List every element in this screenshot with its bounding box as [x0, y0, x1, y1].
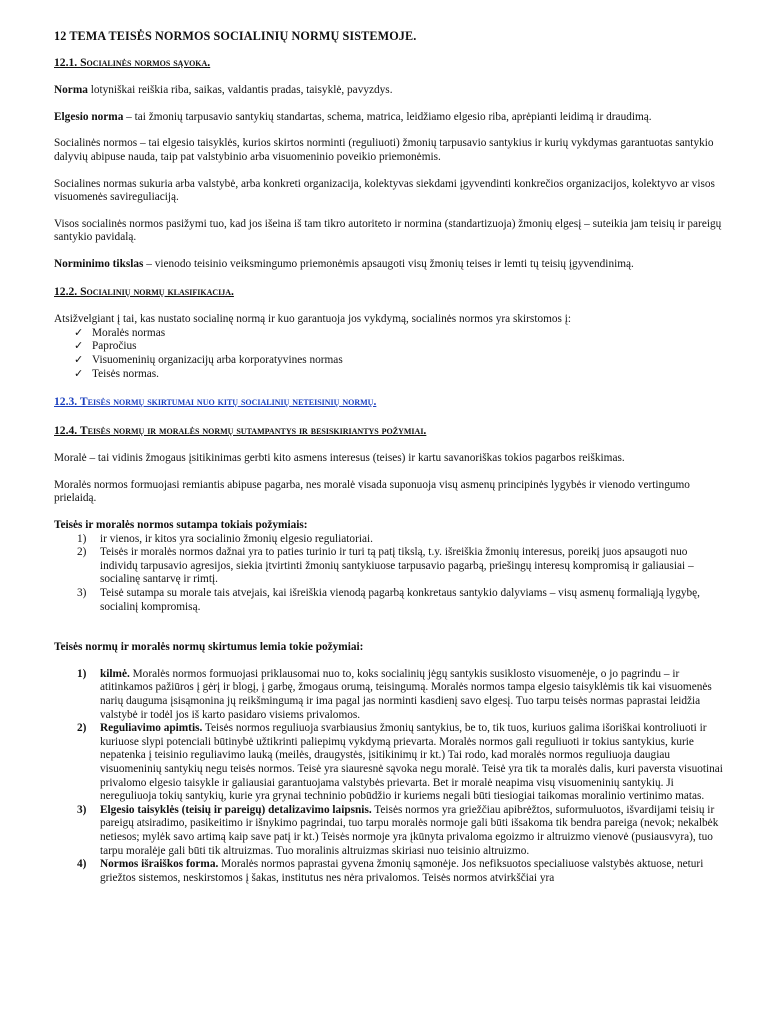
document-page	[54, 30, 724, 898]
section-heading-12-1: 12.1. Socialinės normos sąvoka.	[54, 55, 211, 69]
list-item	[54, 533, 724, 547]
list-item-term: Elgesio taisyklės (teisių ir pareigų) detalizavimo laipsnis.	[100, 803, 372, 816]
list-number: 1)	[77, 667, 87, 680]
term-norma: Norma	[54, 84, 88, 97]
paragraph-morale: Moralė – tai vidinis žmogaus įsitikinimas gerbti kito asmens interesus (teises) ir kartu savanoriškas tokios pagarbos reiškimas.	[54, 452, 625, 465]
list-item-text: Moralės normos paprastai gyvena žmonių sąmonėje. Jos nefiksuotos specialiuose valstybės aktuose, neturi griežtos sistemos, neskirstomos į šakas, institutus nes nėra privalomos. Teisės normos atvirkščiai yra	[100, 858, 704, 884]
subheading-sutampa	[54, 519, 724, 533]
paragraph-text: lotyniškai reiškia riba, saikas, valdantis pradas, taisyklė, pavyzdys.	[87, 84, 393, 97]
list-item-term: kilmė.	[100, 667, 130, 680]
list-item-text: Teisės normos yra griežčiau apibrėžtos, suformuluotos, išvardijami teisių ir pareigų atsiradimo, pasikeitimo ir išnykimo pagrindai, tuo tarpu moralės normoje gali būti išsakoma tik bendra pareiga (nevok; nekalbėk netiesos; mylėk savo artimą kaip save patį ir kt.) Teisės normoje yra įkūnyta privaloma egoizmo ir altruizmo vienovė (pusiausvyra), tuo tarpu moralėje gali būti tik altruizmas. Tuo moralinis altruizmas skiriasi nuo teisinio altruizmo.	[100, 803, 719, 857]
spacer	[54, 627, 724, 641]
list-item-text: Teisė sutampa su morale tais atvejais, kai išreiškia vienodą pagarbą konkretaus santykio dalyviams – visų asmenų formaliąją lygybę, socialinį kompromisą.	[100, 587, 700, 613]
list-item-text: Moralės normos formuojasi priklausomai nuo to, koks socialinių jėgų santykis susiklosto visuomenėje, o jo pagrindu – ir atitinkamos pažiūros į gėrį ir blogį, į garbę, žmogaus orumą, teisingumą. Moralės normos tampa elgesio taisyklėmis tik kai visuomenės narių dauguma įsisąmonina jų reikšmingumą ir ima pagal jas norminti kasdienį savo elgesį. Tuo tarpu teisės normas paprastai leidžia valstybė ir todėl jos iš karto pasidaro visiems privalomos.	[100, 667, 712, 721]
term-norminimo-tikslas: Norminimo tikslas	[54, 257, 144, 270]
paragraph-socialines-normas-sukuria: Socialines normas sukuria arba valstybė, arba konkreti organizacija, kolektyvas siekdami įgyvendinti konkrečios organizacijos, kolektyvo ar visos visuomenės savireguliaciją.	[54, 177, 715, 204]
same-features-list	[54, 533, 724, 615]
list-number: 2)	[77, 546, 87, 559]
document-title: 12 TEMA TEISĖS NORMOS SOCIALINIŲ NORMŲ SISTEMOJE.	[54, 29, 417, 43]
list-number: 3)	[77, 803, 87, 816]
paragraph-visos-normos: Visos socialinės normos pasižymi tuo, kad jos išeina iš tam tikro autoriteto ir normina (standartizuoja) žmonių elgesį – suteikia jam teisių ir pareigų santykio pavidalą.	[54, 217, 722, 244]
list-item: ✓ Visuomeninių organizacijų arba korporatyvines normas	[74, 354, 724, 368]
list-item-text: ir vienos, ir kitos yra socialinio žmonių elgesio reguliatoriai.	[100, 532, 373, 545]
list-item	[54, 668, 724, 722]
paragraph-classification-intro: Atsižvelgiant į tai, kas nustato socialinę normą ir kuo garantuoja jos vykdymą, socialinės normos yra skirstomos į:	[54, 313, 572, 326]
list-item: ✓ Teisės normas.	[74, 368, 724, 382]
subheading-text: Teisės normų ir moralės normų skirtumus lemia tokie požymiai:	[54, 641, 364, 654]
list-item-text: Teisės ir moralės normos dažnai yra to paties turinio ir turi tą patį tikslą, t.y. išreiškia žmonių interesus, poreikį juos apsaugoti nuo individų tarpusavio agresijos, siekia įtvirtinti žmonių santykiuose tarpusavio pagarbą, priešingų interesų kompromisą ir galiausiai – socialinę santarvę ir rimtį.	[100, 546, 694, 586]
section-heading-12-2: 12.2. Socialinių normų klasifikacija.	[54, 284, 234, 298]
section-link-12-3[interactable]: 12.3. Teisės normų skirtumai nuo kitų socialinių neteisinių normų.	[54, 395, 377, 409]
subheading-text: Teisės ir moralės normos sutampa tokiais požymiais:	[54, 519, 308, 532]
paragraph-morales-normos: Moralės normos formuojasi remiantis abipuse pagarba, nes moralė visada suponuoja visų asmenų principinės lygybės ir vienodo vertingumo prielaidą.	[54, 478, 690, 505]
term-elgesio-norma: Elgesio norma	[54, 110, 124, 123]
list-item	[54, 858, 724, 885]
list-item-term: Reguliavimo apimtis.	[100, 722, 203, 735]
list-item	[54, 587, 724, 614]
list-item	[54, 722, 724, 804]
diff-features-list	[54, 668, 724, 886]
paragraph-text: – tai žmonių tarpusavio santykių standartas, schema, matrica, leidžiamo elgesio riba, aprėpianti leidimą ir draudimą.	[123, 110, 652, 123]
list-item-text: Teisės normos reguliuoja svarbiausius žmonių santykius, be to, tik tuos, kuriuos galima išoriškai kontroliuoti ir kuriuose slypi potenciali būtinybė užtikrinti paliepimų vykdymą prievarta. Moralės normos gali reguliuoti ir tokius santykius, kurie nepatenka į teisinio reguliavimo lauką (meilės, draugystės, įsitikinimų ir kt.) Tai rodo, kad moralės normos reguliuoja daugiau visuomeninių santykių negu teisės normos. Teisė yra siauresnė sąvoka negu moralė. Teisė yra tik ta moralės dalis, kuri paversta visuotinai privalomo elgesio taisykle ir galiausiai garantuojama valstybės prievarta. Bet ir moralė neapima visų visuomeninių santykių. Ji nereguliuoja tokių santykių, kurie yra grynai techninio pobūdžio ir kuriems negali būti tiesiogiai taikomas moralinio vertinimo matas.	[100, 722, 723, 803]
list-number: 2)	[77, 722, 87, 735]
list-number: 3)	[77, 587, 87, 600]
paragraph-norma	[54, 84, 724, 98]
subheading-skirtumai	[54, 641, 724, 655]
list-item-term: Normos išraiškos forma.	[100, 858, 219, 871]
list-item: ✓ Papročius	[74, 340, 724, 354]
section-heading-12-4: 12.4. Teisės normų ir moralės normų sutampantys ir besiskiriantys požymiai.	[54, 423, 427, 437]
list-number: 1)	[77, 532, 87, 545]
list-item	[54, 546, 724, 587]
list-item	[54, 804, 724, 858]
classification-list	[54, 327, 724, 381]
paragraph-text: – vienodo teisinio veiksmingumo priemonėmis apsaugoti visų žmonių teises ir lemti tų teisių įgyvendinimą.	[143, 257, 634, 270]
list-item: ✓ Moralės normas	[74, 327, 724, 341]
paragraph-elgesio-norma	[54, 111, 724, 125]
paragraph-socialines-normos: Socialinės normos – tai elgesio taisyklės, kurios skirtos norminti (reguliuoti) žmonių tarpusavio santykius ir kurių vykdymas garantuotas santykio dalyvių abipuse nauda, taip pat valstybinio arba visuomeninio poveikio priemonėmis.	[54, 137, 714, 163]
paragraph-norminimo-tikslas	[54, 258, 724, 272]
list-number: 4)	[77, 858, 87, 871]
